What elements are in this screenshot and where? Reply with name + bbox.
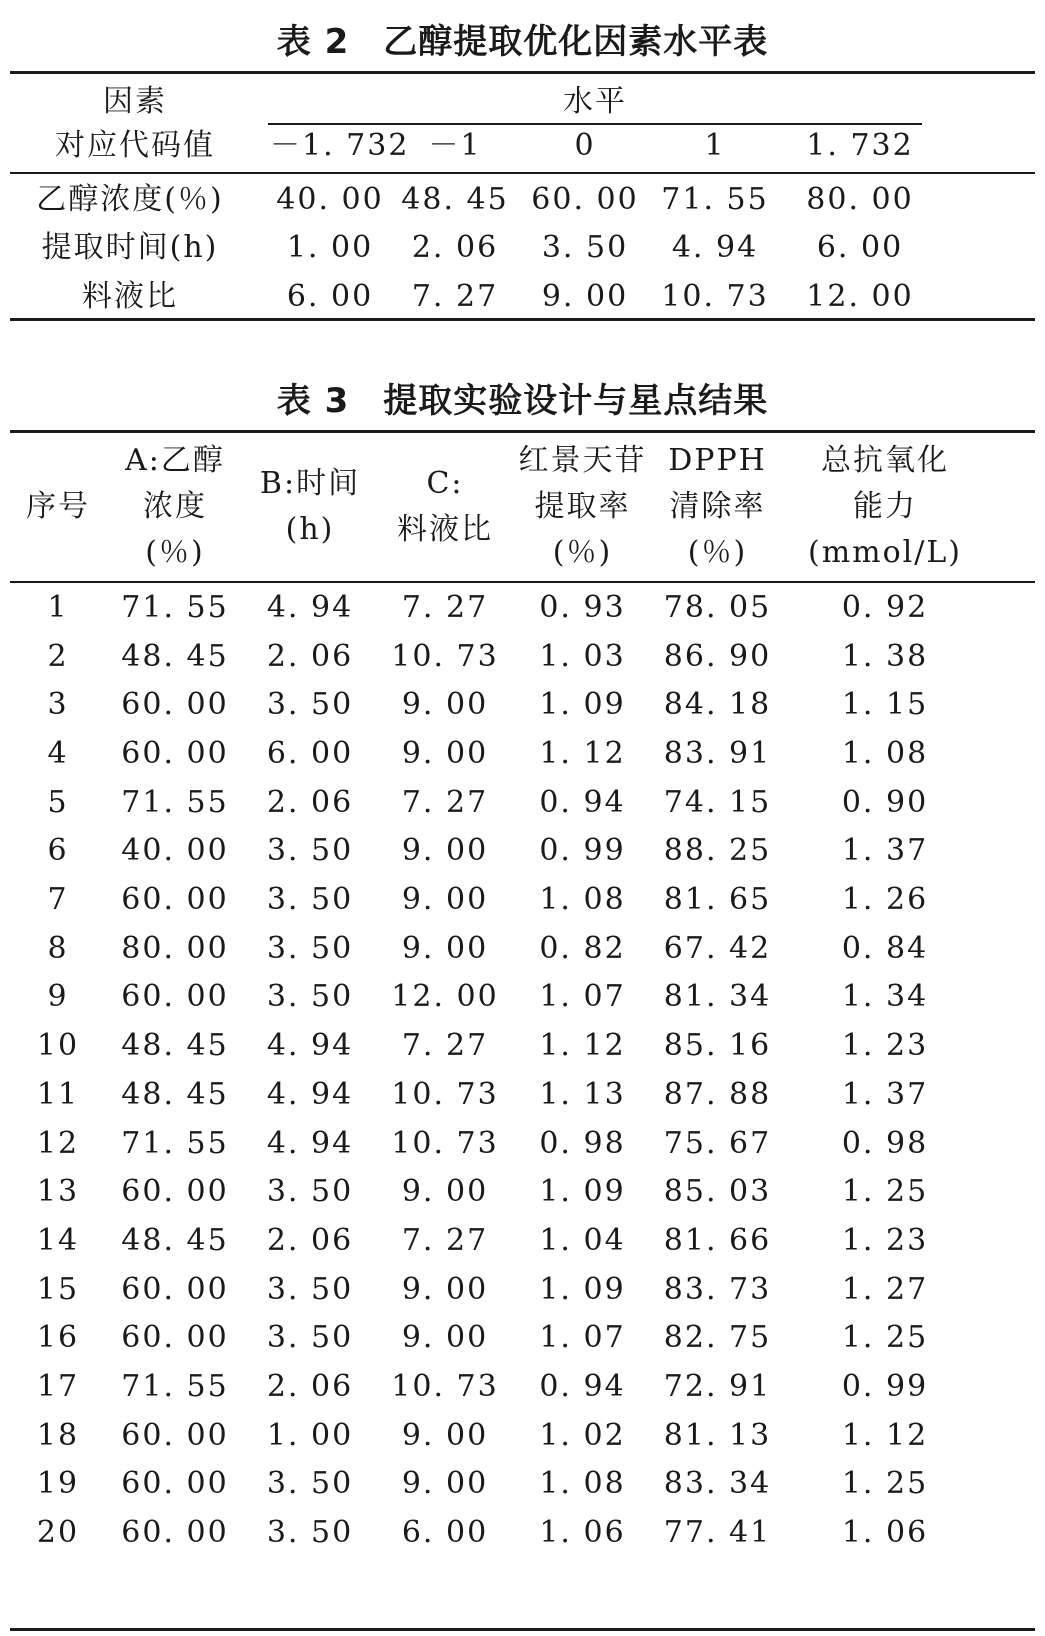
table3-row-number: 19 (36, 1466, 80, 1502)
table3-value-cell: 71. 55 (121, 590, 229, 625)
table3-value-cell: 3. 50 (266, 1515, 354, 1550)
table3-value-cell: 0. 94 (539, 1368, 626, 1404)
table3-header-cell: A:乙醇 (125, 443, 225, 478)
table3-value-cell: 84. 18 (663, 687, 772, 723)
table3-row-number: 17 (36, 1368, 80, 1404)
table3-value-cell: 1. 02 (539, 1417, 626, 1453)
table3-value-cell: 10. 73 (391, 1076, 499, 1112)
table3-value-cell: 0. 90 (841, 784, 929, 820)
table2-value-cell: 40. 00 (276, 182, 384, 217)
table3-value-cell: 1. 07 (539, 979, 626, 1015)
table2-number: 表 2 (276, 22, 350, 62)
table3-value-cell: 3. 50 (266, 833, 354, 869)
table3-header-cell: B:时间 (259, 466, 361, 501)
table3-row-number: 5 (47, 784, 69, 820)
table3-value-cell: 77. 41 (663, 1515, 772, 1550)
table3-value-cell: 1. 25 (841, 1174, 929, 1210)
table3-value-cell: 9. 00 (401, 1417, 489, 1453)
table3-row-number: 4 (47, 736, 69, 772)
table3-value-cell: 6. 00 (266, 736, 354, 772)
table3-header-cell: (％) (552, 535, 613, 570)
table3-value-cell: 87. 88 (663, 1076, 772, 1112)
table3-header-cell: 总抗氧化 (821, 443, 949, 478)
table3-row-number: 3 (47, 687, 69, 723)
table3-value-cell: 1. 00 (266, 1417, 354, 1453)
table3-value-cell: 71. 55 (121, 1368, 229, 1404)
table3-value-cell: 3. 50 (266, 687, 354, 723)
table2-value-cell: 7. 27 (411, 279, 499, 314)
table3-value-cell: 1. 06 (539, 1515, 626, 1550)
table3-value-cell: 2. 06 (266, 1222, 354, 1258)
table2-value-cell: 1. 00 (286, 230, 374, 265)
table3-value-cell: 1. 08 (539, 1466, 626, 1502)
table3-value-cell: 9. 00 (401, 882, 489, 918)
table3-value-cell: 0. 84 (841, 930, 929, 966)
table3-value-cell: 60. 00 (121, 687, 229, 723)
table3-value-cell: 3. 50 (266, 1174, 354, 1210)
table3-value-cell: 1. 38 (841, 638, 929, 674)
table3-header-cell: C: (426, 466, 464, 501)
table3-value-cell: 74. 15 (663, 784, 772, 820)
table3-row-number: 10 (36, 1028, 80, 1064)
table3-value-cell: 4. 94 (266, 1076, 354, 1112)
table3-value-cell: 75. 67 (663, 1125, 772, 1161)
table2-value-cell: 3. 50 (541, 230, 629, 265)
table3-value-cell: 3. 50 (266, 1320, 354, 1356)
table3-row-number: 6 (47, 833, 69, 869)
table2-factor-label: 提取时间(h) (41, 230, 219, 265)
table3-value-cell: 40. 00 (121, 833, 229, 869)
table3-value-cell: 1. 08 (841, 736, 929, 772)
table3-value-cell: 1. 06 (841, 1515, 929, 1550)
table3-value-cell: 60. 00 (121, 1174, 229, 1210)
table3-value-cell: 1. 12 (539, 736, 626, 772)
table2-factor-label: 乙醇浓度(％) (36, 182, 224, 217)
table3-value-cell: 1. 25 (841, 1466, 929, 1502)
table3-value-cell: 1. 23 (841, 1028, 929, 1064)
table3-header-cell: 序号 (26, 489, 90, 524)
table2-bottom-rule (10, 318, 1035, 321)
table3-value-cell: 0. 98 (841, 1125, 929, 1161)
table3-value-cell: 78. 05 (663, 590, 772, 625)
table3-bottom-rule (10, 1628, 1035, 1631)
table3-row-number: 9 (47, 979, 69, 1015)
table3-row-number: 11 (36, 1076, 80, 1112)
table2-title: 乙醇提取优化因素水平表 (383, 22, 769, 62)
table3-value-cell: 1. 12 (539, 1028, 626, 1064)
table3-value-cell: 86. 90 (663, 638, 772, 674)
table3-value-cell: 3. 50 (266, 882, 354, 918)
table3-value-cell: 83. 34 (663, 1466, 772, 1502)
table3-value-cell: 1. 12 (841, 1417, 929, 1453)
table3-value-cell: 7. 27 (401, 1222, 489, 1258)
table2-value-cell: 48. 45 (401, 182, 509, 217)
table2-code-cell: 0 (574, 128, 596, 163)
table2-value-cell: 6. 00 (816, 230, 904, 265)
table3-value-cell: 81. 34 (663, 979, 772, 1015)
table3-title: 提取实验设计与星点结果 (383, 381, 769, 421)
table3-row-number: 16 (36, 1320, 80, 1356)
table2-caption (0, 22, 1045, 62)
table3-number: 表 3 (276, 381, 350, 421)
table3-value-cell: 9. 00 (401, 1466, 489, 1502)
table3-value-cell: 0. 99 (539, 833, 626, 869)
table2-code-cell: －1 (428, 128, 482, 163)
table3-value-cell: 60. 00 (121, 736, 229, 772)
table3-value-cell: 0. 99 (841, 1368, 929, 1404)
table3-value-cell: 1. 03 (539, 638, 626, 674)
table3-value-cell: 7. 27 (401, 784, 489, 820)
table3-row-number: 8 (47, 930, 69, 966)
table3-header-rule (10, 581, 1035, 583)
table3-value-cell: 1. 25 (841, 1320, 929, 1356)
table3-value-cell: 7. 27 (401, 590, 489, 625)
table3-value-cell: 48. 45 (121, 638, 229, 674)
table3-value-cell: 81. 13 (663, 1417, 772, 1453)
table3-header-cell: (％) (145, 535, 205, 570)
table3-value-cell: 4. 94 (266, 1125, 354, 1161)
table3-value-cell: 83. 73 (663, 1271, 772, 1307)
table3-value-cell: 0. 98 (539, 1125, 626, 1161)
table3-value-cell: 60. 00 (121, 882, 229, 918)
table3-row-number: 15 (36, 1271, 80, 1307)
table3-value-cell: 60. 00 (121, 979, 229, 1015)
table3-value-cell: 6. 00 (401, 1515, 489, 1550)
table3-value-cell: 0. 92 (841, 590, 929, 625)
table3-caption (0, 381, 1045, 421)
table3-value-cell: 71. 55 (121, 784, 229, 820)
table3-value-cell: 60. 00 (121, 1320, 229, 1356)
table3-value-cell: 1. 07 (539, 1320, 626, 1356)
table3-row-number: 13 (36, 1174, 80, 1210)
table2-value-cell: 71. 55 (661, 182, 769, 217)
table3-value-cell: 1. 26 (841, 882, 929, 918)
table3-value-cell: 9. 00 (401, 687, 489, 723)
table2-value-cell: 80. 00 (806, 182, 914, 217)
table3-value-cell: 3. 50 (266, 1271, 354, 1307)
table3-top-rule (10, 430, 1035, 433)
table3-value-cell: 71. 55 (121, 1125, 229, 1161)
table3-value-cell: 9. 00 (401, 930, 489, 966)
table2-top-rule (10, 71, 1035, 74)
table3-row-number: 1 (47, 590, 69, 625)
table2-factor-label: 料液比 (82, 279, 178, 314)
table2-value-cell: 12. 00 (806, 279, 914, 314)
table3-header-cell: 红景天苷 (518, 443, 647, 478)
table3-row-number: 20 (36, 1515, 80, 1550)
table3-value-cell: 1. 37 (841, 833, 929, 869)
table3-value-cell: 3. 50 (266, 1466, 354, 1502)
table3-value-cell: 85. 16 (663, 1028, 772, 1064)
table3-value-cell: 0. 94 (539, 784, 626, 820)
table2-code-cell: －1. 732 (270, 128, 410, 163)
table3-value-cell: 1. 15 (841, 687, 929, 723)
table3-value-cell: 7. 27 (401, 1028, 489, 1064)
table2-value-cell: 10. 73 (661, 279, 769, 314)
table2-level-header: 水平 (563, 84, 627, 119)
table3-value-cell: 1. 09 (539, 1271, 626, 1307)
table2-code-header: 对应代码值 (55, 128, 215, 163)
table2-value-cell: 2. 06 (411, 230, 499, 265)
table3-value-cell: 9. 00 (401, 736, 489, 772)
table3-value-cell: 88. 25 (663, 833, 772, 869)
table3-value-cell: 85. 03 (663, 1174, 772, 1210)
table3-value-cell: 1. 34 (841, 979, 929, 1015)
table3-value-cell: 2. 06 (266, 638, 354, 674)
table3-header-cell: (h) (285, 512, 335, 547)
table3-value-cell: 9. 00 (401, 833, 489, 869)
table3-value-cell: 0. 93 (539, 590, 626, 625)
table3-row-number: 14 (36, 1222, 80, 1258)
table3-value-cell: 1. 08 (539, 882, 626, 918)
table2-value-cell: 9. 00 (541, 279, 629, 314)
table3-value-cell: 1. 09 (539, 687, 626, 723)
table3-value-cell: 1. 37 (841, 1076, 929, 1112)
table3-value-cell: 9. 00 (401, 1174, 489, 1210)
table3-value-cell: 83. 91 (663, 736, 772, 772)
table3-value-cell: 3. 50 (266, 930, 354, 966)
table3-value-cell: 1. 09 (539, 1174, 626, 1210)
table2-value-cell: 60. 00 (531, 182, 639, 217)
table3-value-cell: 10. 73 (391, 638, 499, 674)
table3-value-cell: 9. 00 (401, 1271, 489, 1307)
table3-value-cell: 81. 66 (663, 1222, 772, 1258)
table3-value-cell: 0. 82 (539, 930, 626, 966)
table3-value-cell: 72. 91 (663, 1368, 772, 1404)
table3-row-number: 2 (47, 638, 69, 674)
table3-row-number: 7 (47, 882, 69, 918)
table3-value-cell: 12. 00 (391, 979, 499, 1015)
table3-value-cell: 48. 45 (121, 1222, 229, 1258)
table3-value-cell: 1. 13 (539, 1076, 626, 1112)
table3-value-cell: 10. 73 (391, 1368, 499, 1404)
table3-value-cell: 1. 27 (841, 1271, 929, 1307)
table3-value-cell: 4. 94 (266, 1028, 354, 1064)
table3-value-cell: 60. 00 (121, 1417, 229, 1453)
table2-code-cell: 1 (704, 128, 726, 163)
table3-value-cell: 2. 06 (266, 784, 354, 820)
table3-value-cell: 60. 00 (121, 1271, 229, 1307)
table2-value-cell: 6. 00 (286, 279, 374, 314)
table3-value-cell: 3. 50 (266, 979, 354, 1015)
table3-value-cell: 48. 45 (121, 1028, 229, 1064)
table2-code-cell: 1. 732 (806, 128, 914, 163)
table3-value-cell: 1. 23 (841, 1222, 929, 1258)
table3-value-cell: 9. 00 (401, 1320, 489, 1356)
table3-value-cell: 4. 94 (266, 590, 354, 625)
table3-header-cell: 提取率 (534, 489, 631, 524)
table2-value-cell: 4. 94 (671, 230, 759, 265)
table3-header-cell: DPPH (668, 443, 767, 478)
table3-header-cell: 浓度 (143, 489, 207, 524)
table3-value-cell: 48. 45 (121, 1076, 229, 1112)
table3-header-cell: 清除率 (669, 489, 766, 524)
table2-factor-header: 因素 (103, 84, 167, 119)
table3-value-cell: 67. 42 (663, 930, 772, 966)
table3-row-number: 18 (36, 1417, 80, 1453)
table3-header-cell: 能力 (853, 489, 917, 524)
table3-header-cell: (％) (687, 535, 748, 570)
table2-level-rule (268, 123, 922, 125)
table3-value-cell: 80. 00 (121, 930, 229, 966)
table3-value-cell: 2. 06 (266, 1368, 354, 1404)
table3-value-cell: 81. 65 (663, 882, 772, 918)
table3-header-cell: (mmol/L) (808, 535, 962, 570)
table3-value-cell: 60. 00 (121, 1466, 229, 1502)
table3-header-cell: 料液比 (397, 512, 493, 547)
table2-header-rule (10, 172, 1035, 174)
table3-row-number: 12 (36, 1125, 80, 1161)
table3-value-cell: 60. 00 (121, 1515, 229, 1550)
table3-value-cell: 1. 04 (539, 1222, 626, 1258)
table3-value-cell: 82. 75 (663, 1320, 772, 1356)
table3-value-cell: 10. 73 (391, 1125, 499, 1161)
